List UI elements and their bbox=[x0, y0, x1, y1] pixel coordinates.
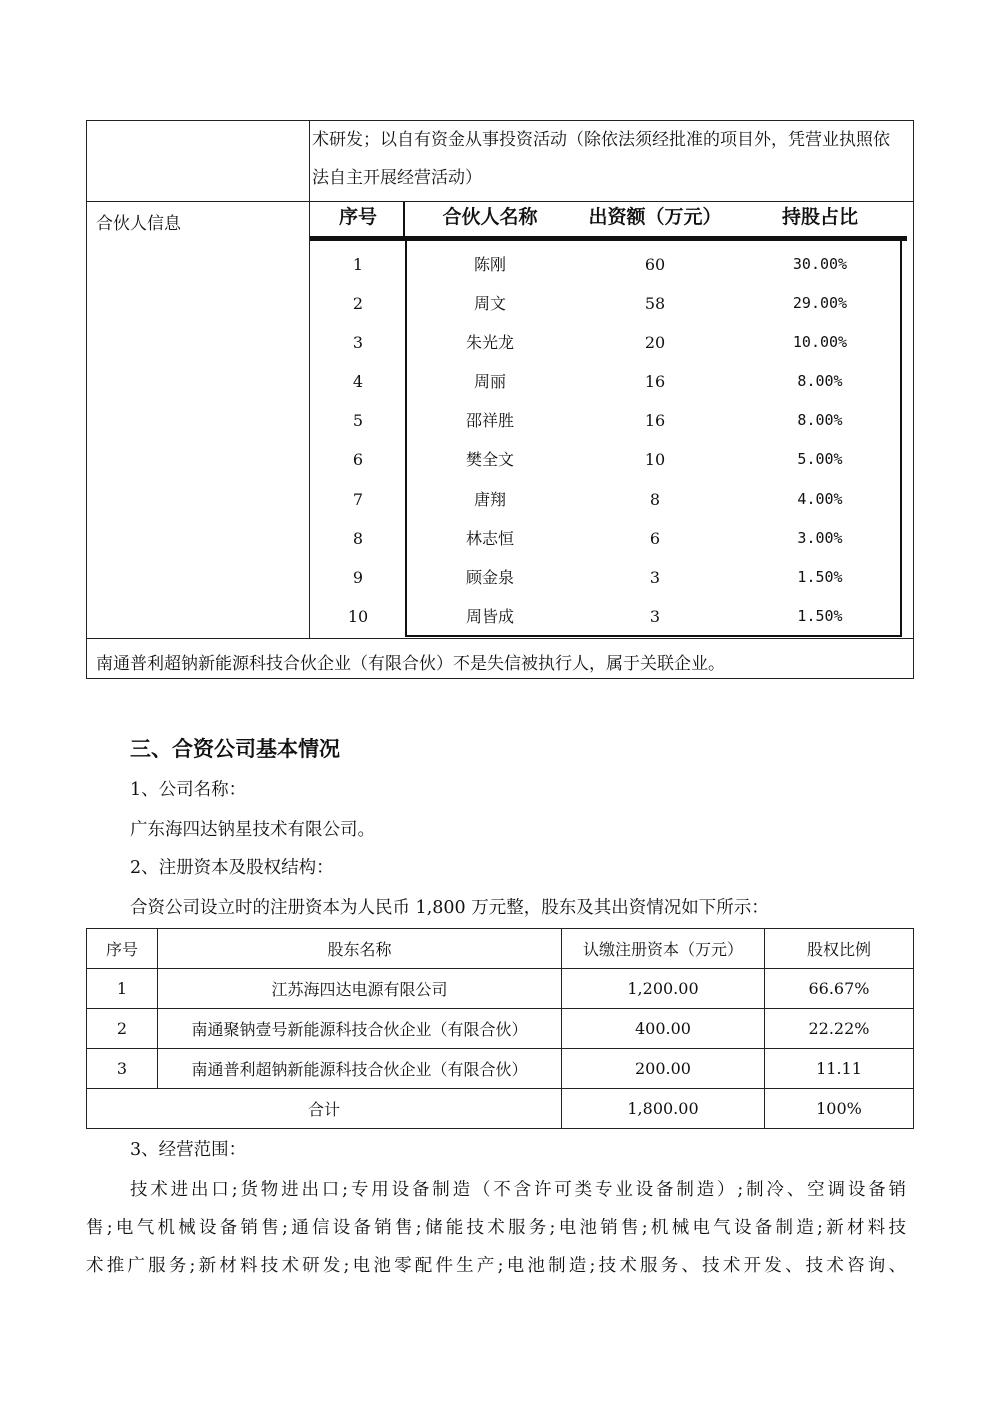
partner-name: 樊全文 bbox=[465, 450, 514, 469]
partner-amount: 10 bbox=[644, 450, 666, 469]
header-divider bbox=[403, 202, 405, 236]
partner-seq: 2 bbox=[352, 294, 364, 313]
business-scope-line-1: 术研发；以自有资金从事投资活动（除依法须经批准的项目外，凭营业执照依 bbox=[312, 130, 890, 150]
partner-pct: 30.00% bbox=[792, 255, 848, 273]
partner-amount: 60 bbox=[644, 255, 666, 274]
table-header-row bbox=[87, 929, 914, 969]
partner-pct: 4.00% bbox=[797, 490, 843, 508]
partner-amount: 8 bbox=[649, 490, 661, 509]
partner-seq: 6 bbox=[352, 450, 364, 469]
partner-name: 周皆成 bbox=[465, 607, 514, 626]
shareholder-seq: 1 bbox=[87, 969, 158, 1009]
header-capital: 认缴注册资本（万元） bbox=[562, 929, 765, 969]
partner-pct: 10.00% bbox=[792, 333, 848, 351]
table-row bbox=[0, 440, 1000, 479]
partner-amount: 3 bbox=[649, 568, 661, 587]
partner-seq: 5 bbox=[352, 411, 364, 430]
table-row bbox=[0, 401, 1000, 440]
table-total-row bbox=[87, 1089, 914, 1129]
partner-amount: 58 bbox=[644, 294, 666, 313]
table-row bbox=[87, 969, 914, 1009]
scope-line-2: 售;电气机械设备销售;通信设备销售;储能技术服务;电池销售;机械电气设备制造;新材料技 bbox=[86, 1218, 906, 1238]
partner-seq: 7 bbox=[352, 490, 364, 509]
header-seq: 序号 bbox=[87, 929, 158, 969]
business-scope-line-2: 法自主开展经营活动） bbox=[312, 168, 482, 188]
partner-seq: 3 bbox=[352, 333, 364, 352]
partner-name: 周丽 bbox=[473, 372, 506, 391]
partner-name: 邵祥胜 bbox=[465, 411, 514, 430]
partner-pct: 5.00% bbox=[797, 450, 843, 468]
partner-seq: 9 bbox=[352, 568, 364, 587]
total-label: 合计 bbox=[87, 1089, 562, 1129]
partner-amount: 3 bbox=[649, 607, 661, 626]
shareholder-ratio: 22.22% bbox=[765, 1009, 914, 1049]
partner-pct: 1.50% bbox=[797, 568, 843, 586]
shareholder-capital: 400.00 bbox=[562, 1009, 765, 1049]
header-ratio: 股权比例 bbox=[765, 929, 914, 969]
table-row bbox=[0, 480, 1000, 519]
scope-line-3: 术推广服务;新材料技术研发;电池零配件生产;电池制造;技术服务、技术开发、技术咨询、 bbox=[86, 1256, 906, 1276]
shareholder-name: 南通聚钠壹号新能源科技合伙企业（有限合伙） bbox=[158, 1009, 562, 1049]
company-name: 广东海四达钠星技术有限公司。 bbox=[130, 820, 375, 840]
partner-pct: 8.00% bbox=[797, 372, 843, 390]
partner-name: 陈刚 bbox=[473, 255, 506, 274]
partner-footer-note: 南通普利超钠新能源科技合伙企业（有限合伙）不是失信被执行人，属于关联企业。 bbox=[96, 654, 725, 674]
partner-pct: 8.00% bbox=[797, 411, 843, 429]
table-row bbox=[0, 558, 1000, 597]
table-row bbox=[0, 323, 1000, 362]
partner-header-amount: 出资额（万元） bbox=[588, 206, 722, 228]
partner-amount: 16 bbox=[644, 411, 666, 430]
table-row bbox=[0, 245, 1000, 284]
partner-pct: 29.00% bbox=[792, 294, 848, 312]
table-row bbox=[0, 597, 1000, 636]
shareholder-ratio: 11.11 bbox=[765, 1049, 914, 1089]
partner-name: 顾金泉 bbox=[465, 568, 514, 587]
shareholder-table bbox=[86, 928, 914, 1129]
total-ratio: 100% bbox=[765, 1089, 914, 1129]
partner-name: 周文 bbox=[473, 294, 506, 313]
shareholder-capital: 1,200.00 bbox=[562, 969, 765, 1009]
partner-amount: 16 bbox=[644, 372, 666, 391]
scope-line-1: 技术进出口;货物进出口;专用设备制造（不含许可类专业设备制造）;制冷、空调设备销 bbox=[130, 1180, 906, 1200]
partner-pct: 1.50% bbox=[797, 607, 843, 625]
row-divider bbox=[87, 638, 913, 639]
shareholder-ratio: 66.67% bbox=[765, 969, 914, 1009]
partner-name: 朱光龙 bbox=[465, 333, 514, 352]
item-1-label: 1、公司名称： bbox=[130, 780, 247, 800]
table-row bbox=[87, 1049, 914, 1089]
table-row bbox=[0, 284, 1000, 323]
shareholder-name: 江苏海四达电源有限公司 bbox=[158, 969, 562, 1009]
partner-seq: 8 bbox=[352, 529, 364, 548]
shareholder-capital: 200.00 bbox=[562, 1049, 765, 1089]
item-3-label: 3、经营范围： bbox=[130, 1140, 247, 1160]
capital-sentence: 合资公司设立时的注册资本为人民币 1,800 万元整，股东及其出资情况如下所示： bbox=[130, 898, 769, 918]
shareholder-seq: 2 bbox=[87, 1009, 158, 1049]
partner-seq: 1 bbox=[352, 255, 364, 274]
partner-header-name: 合伙人名称 bbox=[442, 206, 538, 228]
partner-header-seq: 序号 bbox=[338, 206, 377, 228]
header-shareholder-name: 股东名称 bbox=[158, 929, 562, 969]
partner-header-pct: 持股占比 bbox=[781, 206, 858, 228]
section-heading: 三、合资公司基本情况 bbox=[130, 737, 340, 761]
item-2-label: 2、注册资本及股权结构： bbox=[130, 858, 334, 878]
partner-name: 唐翔 bbox=[473, 490, 506, 509]
shareholder-name: 南通普利超钠新能源科技合伙企业（有限合伙） bbox=[158, 1049, 562, 1089]
table-row bbox=[0, 362, 1000, 401]
shareholder-seq: 3 bbox=[87, 1049, 158, 1089]
partner-amount: 6 bbox=[649, 529, 661, 548]
partner-name: 林志恒 bbox=[465, 529, 514, 548]
table-row bbox=[87, 1009, 914, 1049]
partner-seq: 4 bbox=[352, 372, 364, 391]
partner-amount: 20 bbox=[644, 333, 666, 352]
partner-pct: 3.00% bbox=[797, 529, 843, 547]
table-row bbox=[0, 519, 1000, 558]
partner-info-label: 合伙人信息 bbox=[96, 214, 181, 234]
total-capital: 1,800.00 bbox=[562, 1089, 765, 1129]
partner-seq: 10 bbox=[347, 607, 369, 626]
